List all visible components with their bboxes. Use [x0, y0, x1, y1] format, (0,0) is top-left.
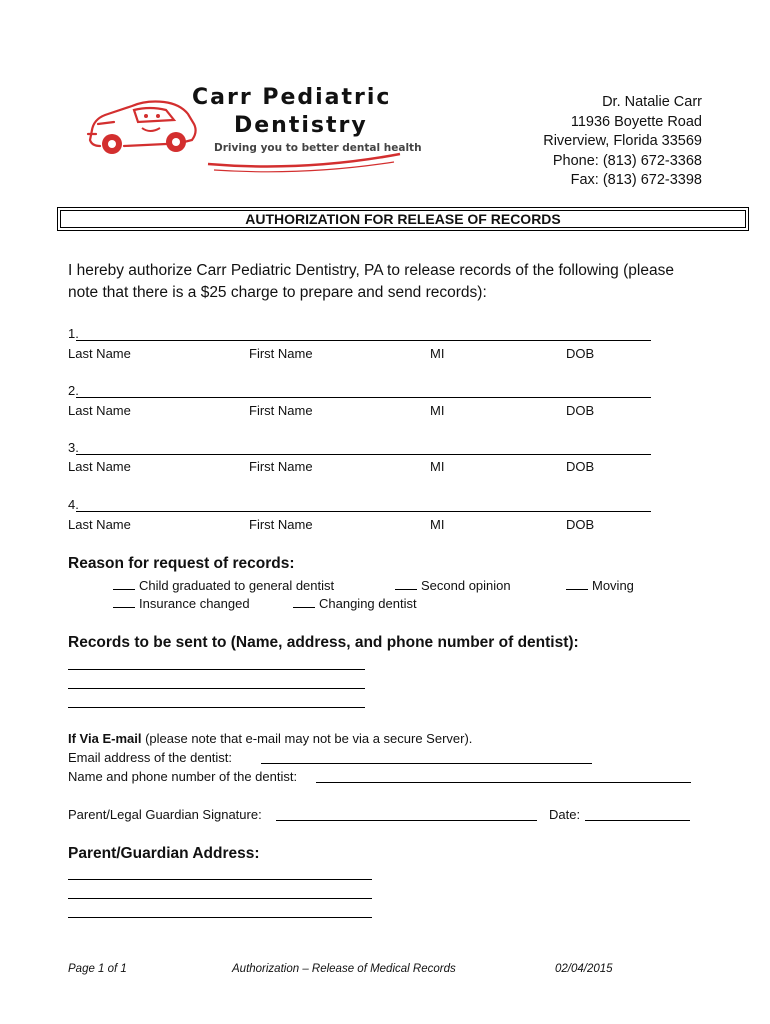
- patient-input-line[interactable]: [76, 511, 651, 512]
- date-label: Date:: [549, 807, 581, 822]
- row-number: 2.: [68, 383, 79, 398]
- email-address-label: Email address of the dentist:: [68, 750, 233, 765]
- dentist-info-line-1[interactable]: [68, 669, 365, 670]
- email-note-bold: If Via E-mail: [68, 731, 142, 746]
- row-number: 4.: [68, 497, 79, 512]
- email-note-text: (please note that e-mail may not be via a secure Server).: [141, 731, 473, 746]
- reason-checkbox-line[interactable]: [113, 595, 135, 608]
- dob-label: DOB: [566, 459, 595, 474]
- dob-label: DOB: [566, 517, 595, 532]
- email-address-field[interactable]: [261, 763, 592, 764]
- reason-option-label: Changing dentist: [319, 596, 417, 611]
- reason-heading: Reason for request of records:: [68, 555, 295, 572]
- patient-input-line[interactable]: [76, 340, 651, 341]
- first-name-label: First Name: [249, 517, 313, 532]
- reason-option-insurance[interactable]: [113, 595, 250, 611]
- row-number: 1.: [68, 326, 79, 341]
- patient-input-line[interactable]: [76, 397, 651, 398]
- last-name-label: Last Name: [68, 346, 131, 361]
- first-name-label: First Name: [249, 346, 313, 361]
- street-address: 11936 Boyette Road: [570, 113, 702, 130]
- footer-date: 02/04/2015: [555, 963, 613, 975]
- guardian-address-heading: Parent/Guardian Address:: [68, 845, 260, 862]
- guardian-address-line-3[interactable]: [68, 917, 372, 918]
- guardian-address-line-1[interactable]: [68, 879, 372, 880]
- authorization-intro: I hereby authorize Carr Pediatric Dentistry, PA to release records of the following (please note that there is a $25 charge to prepare and send records):: [68, 262, 674, 301]
- signature-field[interactable]: [276, 820, 537, 821]
- last-name-label: Last Name: [68, 459, 131, 474]
- reason-option-second-opinion[interactable]: [395, 577, 511, 593]
- footer-document-title: Authorization – Release of Medical Records: [232, 963, 456, 975]
- records-to-heading: Records to be sent to (Name, address, and phone number of dentist):: [68, 634, 579, 651]
- reason-option-changing-dentist[interactable]: [293, 595, 417, 611]
- reason-option-label: Moving: [592, 578, 634, 593]
- guardian-address-line-2[interactable]: [68, 898, 372, 899]
- email-note: [68, 731, 472, 746]
- patient-input-line[interactable]: [76, 454, 651, 455]
- dentist-name-phone-label: Name and phone number of the dentist:: [68, 769, 298, 784]
- practice-logo: [84, 84, 422, 176]
- phone-number: Phone: (813) 672-3368: [552, 152, 702, 169]
- logo-tagline: Driving you to better dental health: [214, 142, 422, 154]
- first-name-label: First Name: [249, 459, 313, 474]
- logo-line1: Carr Pediatric: [192, 85, 392, 110]
- reason-checkbox-line[interactable]: [395, 577, 417, 590]
- footer-page: Page 1 of 1: [68, 963, 127, 975]
- city-state-zip: Riverview, Florida 33569: [543, 133, 702, 149]
- dob-label: DOB: [566, 346, 595, 361]
- date-field[interactable]: [585, 820, 690, 821]
- reason-checkbox-line[interactable]: [113, 577, 135, 590]
- dentist-name-phone-field[interactable]: [316, 782, 691, 783]
- reason-option-label: Child graduated to general dentist: [139, 578, 335, 593]
- last-name-label: Last Name: [68, 517, 131, 532]
- mi-label: MI: [430, 459, 445, 474]
- reason-checkbox-line[interactable]: [566, 577, 588, 590]
- reason-option-moving[interactable]: [566, 577, 634, 593]
- reason-option-label: Second opinion: [421, 578, 511, 593]
- dob-label: DOB: [566, 403, 595, 418]
- signature-label: Parent/Legal Guardian Signature:: [68, 807, 262, 822]
- reason-option-graduated[interactable]: [113, 577, 334, 593]
- logo-line2: Dentistry: [234, 113, 368, 138]
- mi-label: MI: [430, 403, 445, 418]
- reason-option-label: Insurance changed: [139, 596, 250, 611]
- dentist-info-line-2[interactable]: [68, 688, 365, 689]
- mi-label: MI: [430, 517, 445, 532]
- logo-swoosh-icon: [84, 84, 406, 176]
- practice-address: [543, 93, 702, 191]
- doctor-name: Dr. Natalie Carr: [602, 94, 702, 110]
- first-name-label: First Name: [249, 403, 313, 418]
- row-number: 3.: [68, 440, 79, 455]
- dentist-info-line-3[interactable]: [68, 707, 365, 708]
- reason-checkbox-line[interactable]: [293, 595, 315, 608]
- form-title: AUTHORIZATION FOR RELEASE OF RECORDS: [57, 207, 749, 231]
- last-name-label: Last Name: [68, 403, 131, 418]
- mi-label: MI: [430, 346, 445, 361]
- fax-number: Fax: (813) 672-3398: [570, 172, 702, 188]
